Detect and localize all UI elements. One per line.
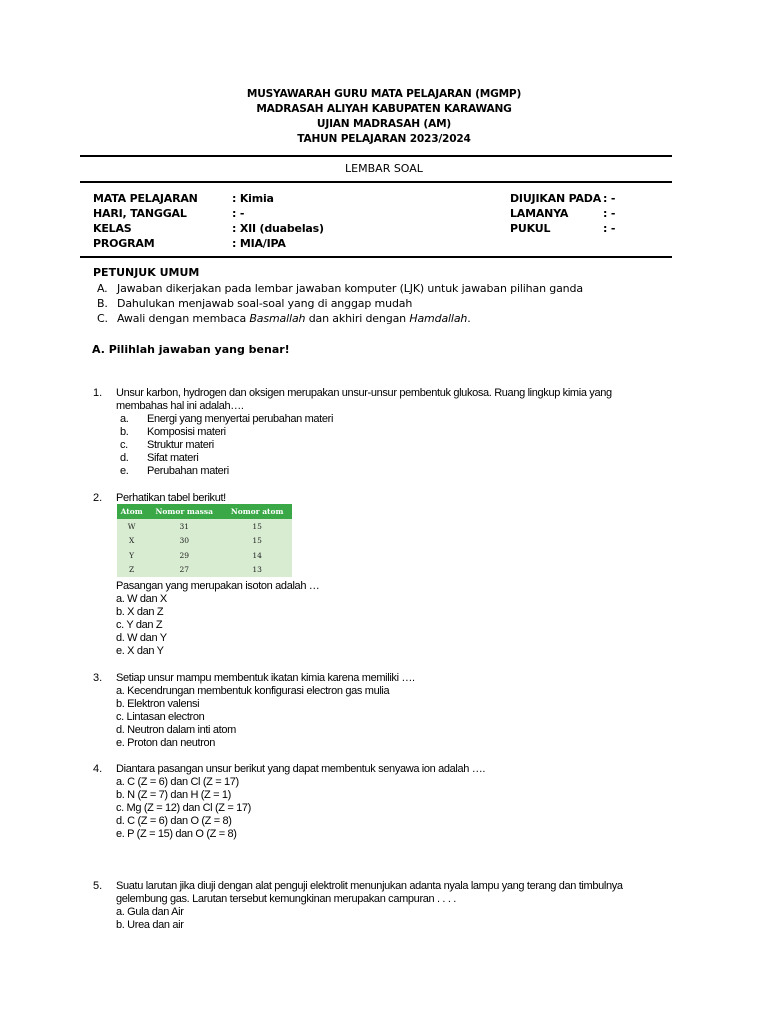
table-cell: W [117,519,146,534]
option-letter: b. [120,426,129,438]
option-text: Struktur materi [147,439,214,451]
info-label: LAMANYA [510,207,569,220]
page-title: LEMBAR SOAL [345,162,423,175]
info-label: DIUJIKAN PADA [510,192,602,205]
petunjuk-item [97,296,583,311]
petunjuk-letter: A. [97,282,108,295]
option-letter: d. [120,452,129,464]
question-number: 1. [93,387,103,399]
option-item: b. Urea dan air [116,919,184,931]
table-header: Atom [117,504,146,519]
info-value: : - [232,207,245,220]
table-cell: 13 [222,563,292,578]
petunjuk-heading: PETUNJUK UMUM [93,266,200,279]
table-cell: 14 [222,548,292,563]
header-line-ujian: UJIAN MADRASAH (AM) [316,118,452,130]
petunjuk-em: Hamdallah [409,312,468,325]
option-letter: c. [120,439,128,451]
table-row [117,519,292,534]
option-item: e. P (Z = 15) dan O (Z = 8) [116,828,237,840]
option-item: c. Y dan Z [116,619,163,631]
option-item [120,452,656,465]
section-a-heading: A. Pilihlah jawaban yang benar! [92,343,290,356]
table-cell: Y [117,548,146,563]
header-line-mgmp: MUSYAWARAH GURU MATA PELAJARAN (MGMP) [246,88,522,100]
question-number: 4. [93,763,103,775]
table-cell: 30 [146,534,222,549]
option-item: b. X dan Z [116,606,164,618]
question-prompt: Pasangan yang merupakan isoton adalah … [116,580,320,592]
info-label: PROGRAM [93,237,155,250]
petunjuk-letter: B. [97,297,108,310]
table-cell: 27 [146,563,222,578]
option-letter: e. [120,465,129,477]
petunjuk-letter: C. [97,312,108,325]
table-cell: 15 [222,519,292,534]
option-item: d. Neutron dalam inti atom [116,724,236,736]
question-text: Unsur karbon, hydrogen dan oksigen merupakan unsur-unsur pembentuk glukosa. Ruang lingkup kimia yang membahas hal ini adalah…. [116,387,612,412]
options-list [116,413,656,478]
option-item: c. Mg (Z = 12) dan Cl (Z = 17) [116,802,251,814]
question-5 [116,880,656,932]
option-item: a. W dan X [116,593,167,605]
table-cell: Z [117,563,146,578]
table-cell: X [117,534,146,549]
table-cell: 15 [222,534,292,549]
info-label: KELAS [93,222,132,235]
petunjuk-text: dan akhiri dengan [305,312,410,325]
petunjuk-item [97,311,583,326]
question-number: 5. [93,880,103,892]
divider-title [80,181,672,183]
option-item: b. N (Z = 7) dan H (Z = 1) [116,789,231,801]
question-number: 3. [93,672,103,684]
info-label: MATA PELAJARAN [93,192,198,205]
option-letter: a. [120,413,129,425]
option-item: e. X dan Y [116,645,164,657]
option-item: e. Proton dan neutron [116,737,216,749]
petunjuk-list [97,281,583,326]
table-cell: 29 [146,548,222,563]
divider-info [80,256,672,258]
petunjuk-item [97,281,583,296]
header-line-madrasah: MADRASAH ALIYAH KABUPATEN KARAWANG [256,103,512,115]
question-text: Setiap unsur mampu membentuk ikatan kimia karena memiliki …. [116,672,415,684]
table-cell: 31 [146,519,222,534]
info-value: : - [603,207,616,220]
table-header: Nomor massa [146,504,222,519]
table-header: Nomor atom [222,504,292,519]
option-item [120,413,656,426]
option-text: Sifat materi [147,452,199,464]
info-value: : MIA/IPA [232,237,286,250]
header-line-tahun: TAHUN PELAJARAN 2023/2024 [297,133,471,145]
info-label: HARI, TANGGAL [93,207,187,220]
divider-top [80,155,672,157]
petunjuk-text: . [467,312,471,325]
table-row [117,534,292,549]
exam-header [0,87,768,147]
option-item [120,439,656,452]
info-value: : - [603,222,616,235]
question-4 [116,763,676,841]
question-2-body [116,580,676,658]
option-item: d. W dan Y [116,632,167,644]
data-table [117,504,292,577]
option-text: Energi yang menyertai perubahan materi [147,413,334,425]
info-value: : XII (duabelas) [232,222,324,235]
option-item: a. Kecendrungan membentuk konfigurasi electron gas mulia [116,685,390,697]
info-value: : - [603,192,616,205]
table-header-row [117,504,292,519]
petunjuk-text: Dahulukan menjawab soal-soal yang di anggap mudah [117,297,413,310]
question-text: Suatu larutan jika diuji dengan alat penguji elektrolit menunjukan adanta nyala lampu yang terang dan timbulnya gelembung gas. Larutan tersebut kemungkinan merupakan campuran . . . . [116,880,623,905]
petunjuk-text: Awali dengan membaca [117,312,250,325]
option-item: a. Gula dan Air [116,906,184,918]
option-item: c. Lintasan electron [116,711,205,723]
question-3 [116,672,676,750]
question-text: Perhatikan tabel berikut! [116,492,226,504]
option-text: Komposisi materi [147,426,226,438]
table-row [117,548,292,563]
info-value: : Kimia [232,192,274,205]
question-text: Diantara pasangan unsur berikut yang dapat membentuk senyawa ion adalah …. [116,763,486,775]
table-row [117,563,292,578]
option-item: b. Elektron valensi [116,698,200,710]
option-item [120,465,656,478]
question-number: 2. [93,492,103,504]
info-label: PUKUL [510,222,551,235]
option-item: d. C (Z = 6) dan O (Z = 8) [116,815,232,827]
option-item [120,426,656,439]
petunjuk-text: Jawaban dikerjakan pada lembar jawaban komputer (LJK) untuk jawaban pilihan ganda [117,282,583,295]
option-item: a. C (Z = 6) dan Cl (Z = 17) [116,776,239,788]
petunjuk-em: Basmallah [249,312,306,325]
question-1 [116,387,656,478]
option-text: Perubahan materi [147,465,229,477]
